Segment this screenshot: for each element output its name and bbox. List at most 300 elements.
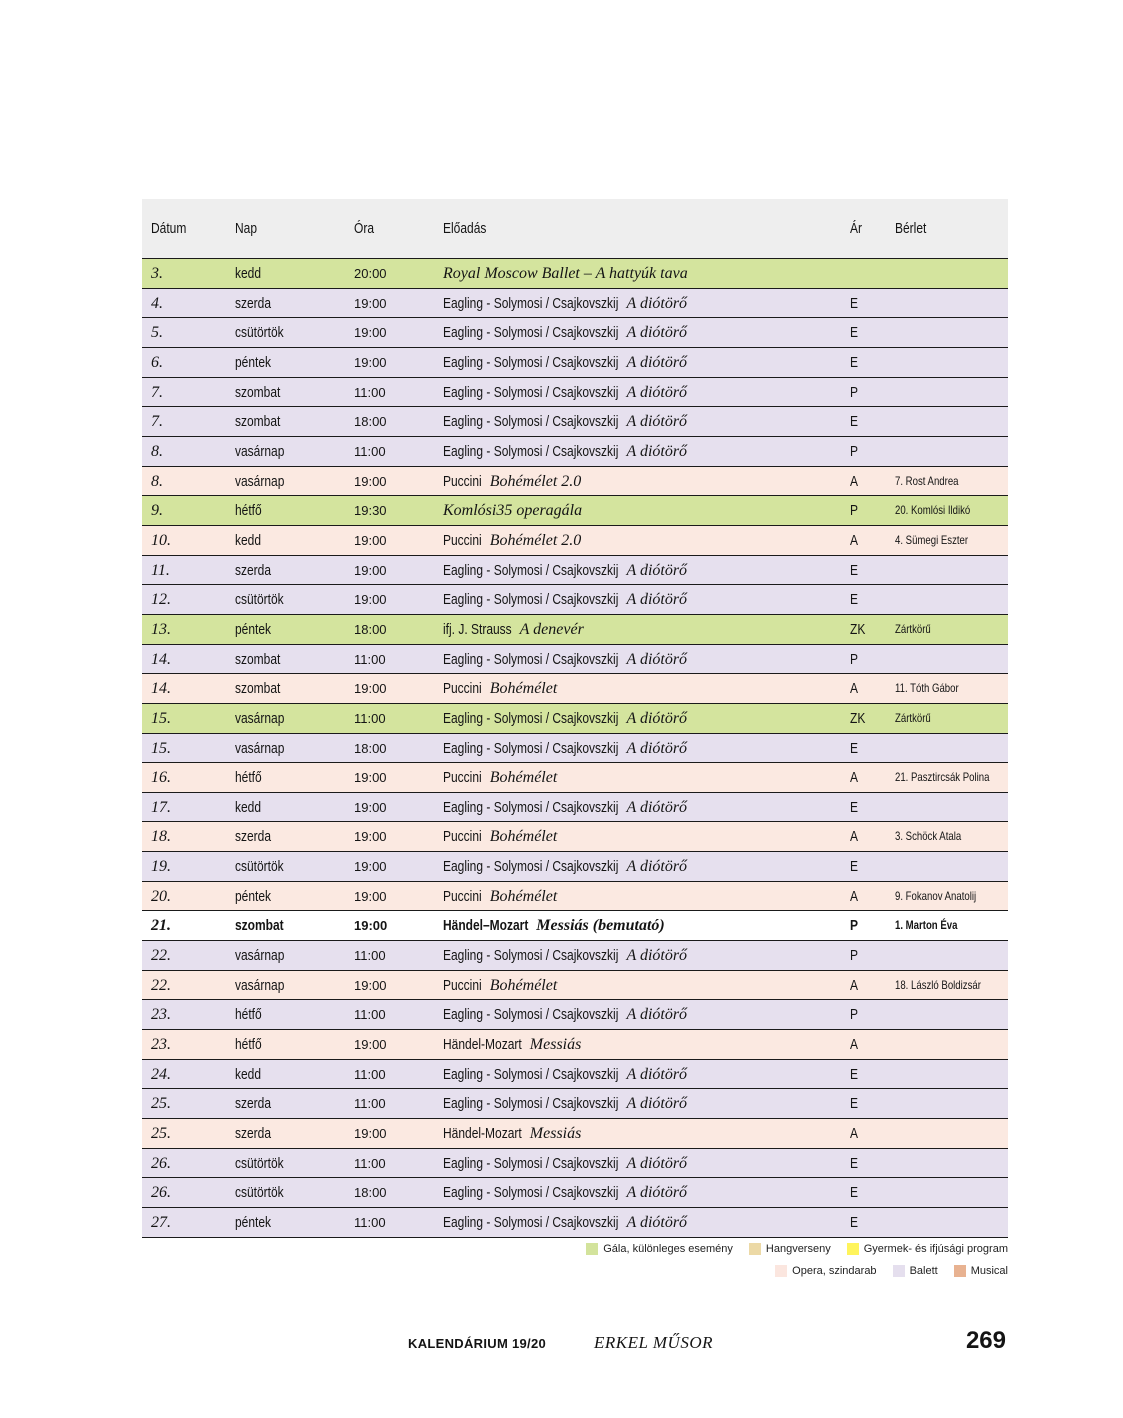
day-cell: vasárnap bbox=[235, 472, 285, 490]
performance-cell bbox=[443, 645, 687, 674]
price-category-cell: E bbox=[850, 413, 859, 431]
table-row bbox=[142, 734, 1008, 764]
performance-cell bbox=[443, 763, 557, 792]
date-cell: 7. bbox=[151, 383, 163, 401]
performance-cell bbox=[443, 437, 687, 466]
table-row bbox=[142, 496, 1008, 526]
table-header bbox=[142, 199, 1008, 259]
table-row bbox=[142, 852, 1008, 882]
date-cell: 8. bbox=[151, 442, 163, 460]
table-row bbox=[142, 971, 1008, 1001]
date-cell: 13. bbox=[151, 620, 171, 638]
date-cell: 24. bbox=[151, 1065, 171, 1083]
performance-cell bbox=[443, 378, 687, 407]
subscription-cell: Zártkörű bbox=[895, 621, 931, 636]
time-cell: 20:00 bbox=[354, 266, 387, 281]
legend-label: Hangverseny bbox=[765, 1243, 831, 1255]
day-cell: hétfő bbox=[235, 502, 262, 520]
legend-item bbox=[954, 1265, 1008, 1277]
price-category-cell: P bbox=[850, 650, 859, 668]
date-cell: 19. bbox=[151, 858, 171, 876]
legend-item bbox=[893, 1265, 938, 1277]
performance-composer: Händel–Mozart bbox=[443, 917, 529, 935]
time-cell: 19:00 bbox=[354, 532, 387, 548]
performance-composer: Eagling - Solymosi / Csajkovszkij bbox=[443, 591, 619, 609]
time-cell: 11:00 bbox=[354, 384, 386, 400]
table-row bbox=[142, 437, 1008, 467]
performance-title: Messiás bbox=[529, 1125, 582, 1143]
performance-title: Bohémélet bbox=[489, 828, 558, 846]
performance-composer: Eagling - Solymosi / Csajkovszkij bbox=[443, 442, 619, 460]
table-row bbox=[142, 1119, 1008, 1149]
time-cell: 19:00 bbox=[354, 918, 388, 934]
day-cell: vasárnap bbox=[235, 976, 285, 994]
price-category-cell: E bbox=[850, 1065, 859, 1083]
performance-composer: Eagling - Solymosi / Csajkovszkij bbox=[443, 709, 619, 727]
time-cell: 19:00 bbox=[354, 592, 387, 608]
table-row bbox=[142, 763, 1008, 793]
price-category-cell: P bbox=[850, 947, 859, 965]
time-cell: 19:00 bbox=[354, 829, 387, 845]
performance-title: Bohémélet bbox=[489, 680, 558, 698]
time-cell: 19:00 bbox=[354, 473, 387, 489]
price-category-cell: A bbox=[850, 472, 859, 490]
legend-swatch bbox=[954, 1265, 966, 1277]
performance-title: A diótörő bbox=[626, 1154, 688, 1172]
day-cell: vasárnap bbox=[235, 709, 285, 727]
date-cell: 3. bbox=[151, 265, 163, 282]
price-category-cell: E bbox=[850, 1095, 859, 1113]
day-cell: csütörtök bbox=[235, 858, 284, 876]
subscription-cell: 20. Komlósi Ildikó bbox=[895, 503, 971, 518]
price-category-cell: E bbox=[850, 591, 859, 609]
performance-cell bbox=[443, 1000, 687, 1029]
table-row bbox=[142, 645, 1008, 675]
price-category-cell: E bbox=[850, 1184, 859, 1202]
footer-section: ERKEL MŰSOR bbox=[594, 1333, 713, 1352]
table-row bbox=[142, 822, 1008, 852]
date-cell: 7. bbox=[151, 413, 163, 431]
price-category-cell: P bbox=[850, 442, 859, 460]
table-row bbox=[142, 556, 1008, 586]
performance-title: A diótörő bbox=[626, 1095, 688, 1113]
legend-item bbox=[775, 1265, 876, 1277]
time-cell: 18:00 bbox=[354, 414, 387, 430]
date-cell: 23. bbox=[151, 1036, 171, 1054]
performance-composer: Puccini bbox=[443, 976, 482, 994]
performance-cell bbox=[443, 674, 557, 703]
date-cell: 15. bbox=[151, 709, 171, 727]
performance-cell bbox=[443, 822, 557, 851]
table-row bbox=[142, 348, 1008, 378]
price-category-cell: P bbox=[850, 1006, 859, 1024]
date-cell: 26. bbox=[151, 1184, 171, 1202]
day-cell: szombat bbox=[235, 413, 281, 431]
performance-composer: Puccini bbox=[443, 887, 482, 905]
performance-title: Bohémélet bbox=[489, 769, 558, 787]
header-price: Ár bbox=[850, 220, 862, 237]
performance-composer: Eagling - Solymosi / Csajkovszkij bbox=[443, 1154, 619, 1172]
table-row bbox=[142, 1000, 1008, 1030]
performance-composer: Eagling - Solymosi / Csajkovszkij bbox=[443, 1214, 619, 1231]
subscription-cell: 18. László Boldizsár bbox=[895, 977, 981, 992]
performance-composer: Eagling - Solymosi / Csajkovszkij bbox=[443, 353, 619, 371]
legend-label: Gyermek- és ifjúsági program bbox=[863, 1243, 1008, 1255]
day-cell: vasárnap bbox=[235, 739, 285, 757]
time-cell: 19:00 bbox=[354, 888, 387, 904]
price-category-cell: E bbox=[850, 1154, 859, 1172]
subscription-cell: 21. Pasztircsák Polina bbox=[895, 770, 990, 785]
date-cell: 5. bbox=[151, 324, 163, 342]
price-category-cell: P bbox=[850, 502, 859, 520]
performance-title: A diótörő bbox=[626, 1006, 688, 1024]
performance-title: Bohémélet 2.0 bbox=[489, 472, 582, 490]
table-row bbox=[142, 882, 1008, 912]
date-cell: 15. bbox=[151, 739, 171, 757]
table-row bbox=[142, 1208, 1008, 1238]
page-number: 269 bbox=[965, 1327, 1006, 1354]
legend-item bbox=[847, 1243, 1008, 1255]
performance-cell bbox=[443, 971, 557, 1000]
performance-cell bbox=[443, 882, 557, 911]
performance-title: A diótörő bbox=[626, 294, 688, 312]
legend-row bbox=[586, 1243, 1008, 1255]
date-cell: 14. bbox=[151, 680, 171, 698]
performance-title: A diótörő bbox=[626, 798, 688, 816]
price-category-cell: A bbox=[850, 680, 859, 698]
performance-composer: Händel-Mozart bbox=[443, 1036, 522, 1054]
subscription-cell: 7. Rost Andrea bbox=[895, 473, 959, 488]
header-performance: Előadás bbox=[443, 220, 487, 237]
date-cell: 22. bbox=[151, 947, 171, 965]
table-row bbox=[142, 1178, 1008, 1208]
date-cell: 25. bbox=[151, 1125, 171, 1143]
performance-title: A diótörő bbox=[626, 383, 688, 401]
day-cell: kedd bbox=[235, 798, 262, 816]
day-cell: péntek bbox=[235, 353, 272, 371]
day-cell: szerda bbox=[235, 828, 272, 846]
legend-item bbox=[586, 1243, 733, 1255]
performance-composer: Eagling - Solymosi / Csajkovszkij bbox=[443, 413, 619, 431]
day-cell: péntek bbox=[235, 887, 272, 905]
performance-title: Bohémélet bbox=[489, 976, 558, 994]
performance-title: A diótörő bbox=[626, 324, 688, 342]
performance-cell bbox=[443, 585, 687, 614]
performance-title: A diótörő bbox=[626, 353, 688, 371]
table-row bbox=[142, 259, 1008, 289]
time-cell: 11:00 bbox=[354, 710, 386, 726]
legend-swatch bbox=[586, 1243, 598, 1255]
subscription-cell: Zártkörű bbox=[895, 710, 931, 725]
time-cell: 11:00 bbox=[354, 1096, 386, 1112]
performance-composer: Eagling - Solymosi / Csajkovszkij bbox=[443, 650, 619, 668]
date-cell: 6. bbox=[151, 353, 163, 371]
price-category-cell: E bbox=[850, 561, 859, 579]
time-cell: 11:00 bbox=[354, 443, 386, 459]
legend-item bbox=[749, 1243, 831, 1255]
date-cell: 10. bbox=[151, 531, 171, 549]
time-cell: 19:00 bbox=[354, 859, 387, 875]
time-cell: 19:00 bbox=[354, 799, 387, 815]
performance-composer: Händel-Mozart bbox=[443, 1125, 522, 1143]
time-cell: 18:00 bbox=[354, 740, 387, 756]
price-category-cell: E bbox=[850, 798, 859, 816]
performance-composer: Puccini bbox=[443, 680, 482, 698]
performance-composer: Eagling - Solymosi / Csajkovszkij bbox=[443, 324, 619, 342]
price-category-cell: P bbox=[850, 917, 859, 935]
legend-label: Musical bbox=[970, 1265, 1008, 1277]
performance-title: A diótörő bbox=[626, 739, 688, 757]
date-cell: 25. bbox=[151, 1095, 171, 1113]
table-row bbox=[142, 1060, 1008, 1090]
date-cell: 11. bbox=[151, 561, 170, 579]
time-cell: 19:00 bbox=[354, 1037, 387, 1053]
day-cell: szombat bbox=[235, 680, 281, 698]
performance-composer: Eagling - Solymosi / Csajkovszkij bbox=[443, 858, 619, 876]
day-cell: szombat bbox=[235, 383, 281, 401]
table-row bbox=[142, 1089, 1008, 1119]
header-date: Dátum bbox=[151, 220, 187, 237]
performance-composer: Eagling - Solymosi / Csajkovszkij bbox=[443, 561, 619, 579]
performance-cell bbox=[443, 318, 687, 347]
time-cell: 19:00 bbox=[354, 325, 387, 341]
performance-cell bbox=[443, 1030, 581, 1059]
time-cell: 11:00 bbox=[354, 1007, 386, 1023]
date-cell: 12. bbox=[151, 591, 171, 609]
table-row bbox=[142, 378, 1008, 408]
day-cell: szombat bbox=[235, 917, 284, 935]
table-row bbox=[142, 704, 1008, 734]
performance-cell bbox=[443, 852, 687, 881]
subscription-cell: 9. Fokanov Anatolij bbox=[895, 888, 977, 903]
price-category-cell: E bbox=[850, 1214, 859, 1231]
price-category-cell: A bbox=[850, 769, 859, 787]
performance-title: Royal Moscow Ballet – A hattyúk tava bbox=[443, 265, 688, 282]
performance-cell bbox=[443, 704, 687, 733]
performance-title: A diótörő bbox=[626, 709, 688, 727]
legend-swatch bbox=[847, 1243, 859, 1255]
table-row bbox=[142, 911, 1008, 941]
price-category-cell: ZK bbox=[850, 709, 866, 727]
day-cell: hétfő bbox=[235, 769, 262, 787]
legend-row bbox=[775, 1265, 1008, 1277]
performance-composer: Eagling - Solymosi / Csajkovszkij bbox=[443, 1065, 619, 1083]
performance-cell bbox=[443, 1149, 687, 1178]
performance-cell bbox=[443, 467, 581, 496]
date-cell: 8. bbox=[151, 472, 163, 490]
date-cell: 16. bbox=[151, 769, 171, 787]
header-time: Óra bbox=[354, 220, 375, 237]
performance-composer: Eagling - Solymosi / Csajkovszkij bbox=[443, 947, 619, 965]
performance-cell bbox=[443, 793, 687, 822]
performance-cell bbox=[443, 1060, 687, 1089]
price-category-cell: E bbox=[850, 294, 859, 312]
day-cell: vasárnap bbox=[235, 442, 285, 460]
time-cell: 19:00 bbox=[354, 295, 387, 311]
header-day: Nap bbox=[235, 220, 258, 237]
day-cell: csütörtök bbox=[235, 1154, 284, 1172]
performance-cell bbox=[443, 1119, 581, 1148]
header-subscription: Bérlet bbox=[895, 220, 927, 237]
date-cell: 20. bbox=[151, 887, 171, 905]
day-cell: szerda bbox=[235, 1095, 272, 1113]
table-row bbox=[142, 1149, 1008, 1179]
performance-title: A denevér bbox=[519, 620, 584, 638]
performance-cell bbox=[443, 1089, 687, 1118]
price-category-cell: E bbox=[850, 739, 859, 757]
subscription-cell: 11. Tóth Gábor bbox=[895, 681, 959, 696]
color-legend bbox=[586, 1243, 1008, 1277]
date-cell: 4. bbox=[151, 294, 163, 312]
performance-cell bbox=[443, 556, 687, 585]
time-cell: 19:00 bbox=[354, 977, 387, 993]
time-cell: 11:00 bbox=[354, 651, 386, 667]
table-row bbox=[142, 318, 1008, 348]
day-cell: szerda bbox=[235, 1125, 272, 1143]
date-cell: 22. bbox=[151, 976, 171, 994]
table-row bbox=[142, 407, 1008, 437]
schedule-table bbox=[142, 199, 1008, 1238]
day-cell: kedd bbox=[235, 265, 262, 282]
performance-cell bbox=[443, 526, 581, 555]
date-cell: 26. bbox=[151, 1154, 171, 1172]
performance-cell bbox=[443, 1208, 687, 1237]
day-cell: vasárnap bbox=[235, 947, 285, 965]
time-cell: 11:00 bbox=[354, 948, 386, 964]
time-cell: 18:00 bbox=[354, 1185, 387, 1201]
performance-title: Messiás bbox=[529, 1036, 582, 1054]
performance-composer: Puccini bbox=[443, 472, 482, 490]
table-row bbox=[142, 1030, 1008, 1060]
footer-publication: KALENDÁRIUM 19/20 bbox=[408, 1336, 547, 1351]
performance-title: A diótörő bbox=[626, 1214, 688, 1231]
day-cell: csütörtök bbox=[235, 324, 284, 342]
time-cell: 19:00 bbox=[354, 681, 387, 697]
performance-cell bbox=[443, 1178, 687, 1207]
performance-cell bbox=[443, 941, 687, 970]
performance-composer: Eagling - Solymosi / Csajkovszkij bbox=[443, 1006, 619, 1024]
legend-label: Balett bbox=[909, 1265, 938, 1277]
performance-title: Messiás (bemutató) bbox=[536, 917, 665, 935]
table-row bbox=[142, 467, 1008, 497]
price-category-cell: A bbox=[850, 828, 859, 846]
table-row bbox=[142, 793, 1008, 823]
day-cell: péntek bbox=[235, 1214, 272, 1231]
performance-cell bbox=[443, 259, 688, 288]
day-cell: hétfő bbox=[235, 1006, 262, 1024]
performance-title: A diótörő bbox=[626, 413, 688, 431]
performance-title: A diótörő bbox=[626, 947, 688, 965]
performance-cell bbox=[443, 734, 687, 763]
time-cell: 19:00 bbox=[354, 1126, 387, 1142]
performance-composer: Eagling - Solymosi / Csajkovszkij bbox=[443, 383, 619, 401]
date-cell: 23. bbox=[151, 1006, 171, 1024]
day-cell: szerda bbox=[235, 294, 272, 312]
date-cell: 17. bbox=[151, 798, 171, 816]
price-category-cell: A bbox=[850, 531, 859, 549]
performance-composer: Eagling - Solymosi / Csajkovszkij bbox=[443, 739, 619, 757]
time-cell: 19:00 bbox=[354, 354, 387, 370]
legend-swatch bbox=[749, 1243, 761, 1255]
table-row bbox=[142, 585, 1008, 615]
time-cell: 19:00 bbox=[354, 562, 387, 578]
performance-title: A diótörő bbox=[626, 591, 688, 609]
day-cell: kedd bbox=[235, 1065, 262, 1083]
time-cell: 11:00 bbox=[354, 1215, 386, 1230]
date-cell: 9. bbox=[151, 502, 163, 520]
table-body bbox=[142, 259, 1008, 1238]
performance-composer: Puccini bbox=[443, 828, 482, 846]
subscription-cell: 3. Schöck Atala bbox=[895, 829, 962, 844]
performance-title: A diótörő bbox=[626, 858, 688, 876]
day-cell: csütörtök bbox=[235, 591, 284, 609]
legend-label: Opera, szindarab bbox=[792, 1265, 877, 1277]
performance-composer: Eagling - Solymosi / Csajkovszkij bbox=[443, 798, 619, 816]
performance-title: A diótörő bbox=[626, 442, 688, 460]
price-category-cell: E bbox=[850, 353, 859, 371]
performance-composer: Puccini bbox=[443, 769, 482, 787]
legend-swatch bbox=[893, 1265, 905, 1277]
time-cell: 19:00 bbox=[354, 770, 387, 786]
performance-title: Komlósi35 operagála bbox=[443, 502, 583, 520]
time-cell: 19:30 bbox=[354, 503, 387, 519]
time-cell: 11:00 bbox=[354, 1066, 386, 1082]
table-row bbox=[142, 674, 1008, 704]
day-cell: péntek bbox=[235, 620, 272, 638]
date-cell: 27. bbox=[151, 1214, 171, 1231]
performance-cell bbox=[443, 615, 584, 644]
performance-title: A diótörő bbox=[626, 1184, 688, 1202]
performance-title: Bohémélet 2.0 bbox=[489, 531, 582, 549]
day-cell: kedd bbox=[235, 531, 262, 549]
legend-swatch bbox=[775, 1265, 787, 1277]
performance-composer: Eagling - Solymosi / Csajkovszkij bbox=[443, 1184, 619, 1202]
performance-cell bbox=[443, 407, 687, 436]
subscription-cell: 4. Sümegi Eszter bbox=[895, 532, 969, 547]
performance-cell bbox=[443, 911, 665, 940]
price-category-cell: P bbox=[850, 383, 859, 401]
price-category-cell: E bbox=[850, 858, 859, 876]
performance-cell bbox=[443, 348, 687, 377]
performance-composer: Eagling - Solymosi / Csajkovszkij bbox=[443, 294, 619, 312]
time-cell: 11:00 bbox=[354, 1155, 386, 1171]
price-category-cell: E bbox=[850, 324, 859, 342]
price-category-cell: A bbox=[850, 887, 859, 905]
date-cell: 14. bbox=[151, 650, 171, 668]
day-cell: csütörtök bbox=[235, 1184, 284, 1202]
day-cell: szerda bbox=[235, 561, 272, 579]
performance-cell bbox=[443, 496, 582, 525]
price-category-cell: A bbox=[850, 1036, 859, 1054]
time-cell: 18:00 bbox=[354, 621, 387, 637]
date-cell: 21. bbox=[151, 917, 171, 935]
performance-composer: Puccini bbox=[443, 531, 482, 549]
price-category-cell: A bbox=[850, 1125, 859, 1143]
table-row bbox=[142, 526, 1008, 556]
day-cell: hétfő bbox=[235, 1036, 262, 1054]
performance-title: A diótörő bbox=[626, 1065, 688, 1083]
date-cell: 18. bbox=[151, 828, 171, 846]
performance-title: A diótörő bbox=[626, 561, 688, 579]
performance-title: A diótörő bbox=[626, 650, 688, 668]
price-category-cell: ZK bbox=[850, 620, 866, 638]
table-row bbox=[142, 289, 1008, 319]
performance-cell bbox=[443, 289, 687, 318]
legend-label: Gála, különleges esemény bbox=[603, 1243, 733, 1255]
day-cell: szombat bbox=[235, 650, 281, 668]
performance-composer: ifj. J. Strauss bbox=[443, 620, 512, 638]
price-category-cell: A bbox=[850, 976, 859, 994]
